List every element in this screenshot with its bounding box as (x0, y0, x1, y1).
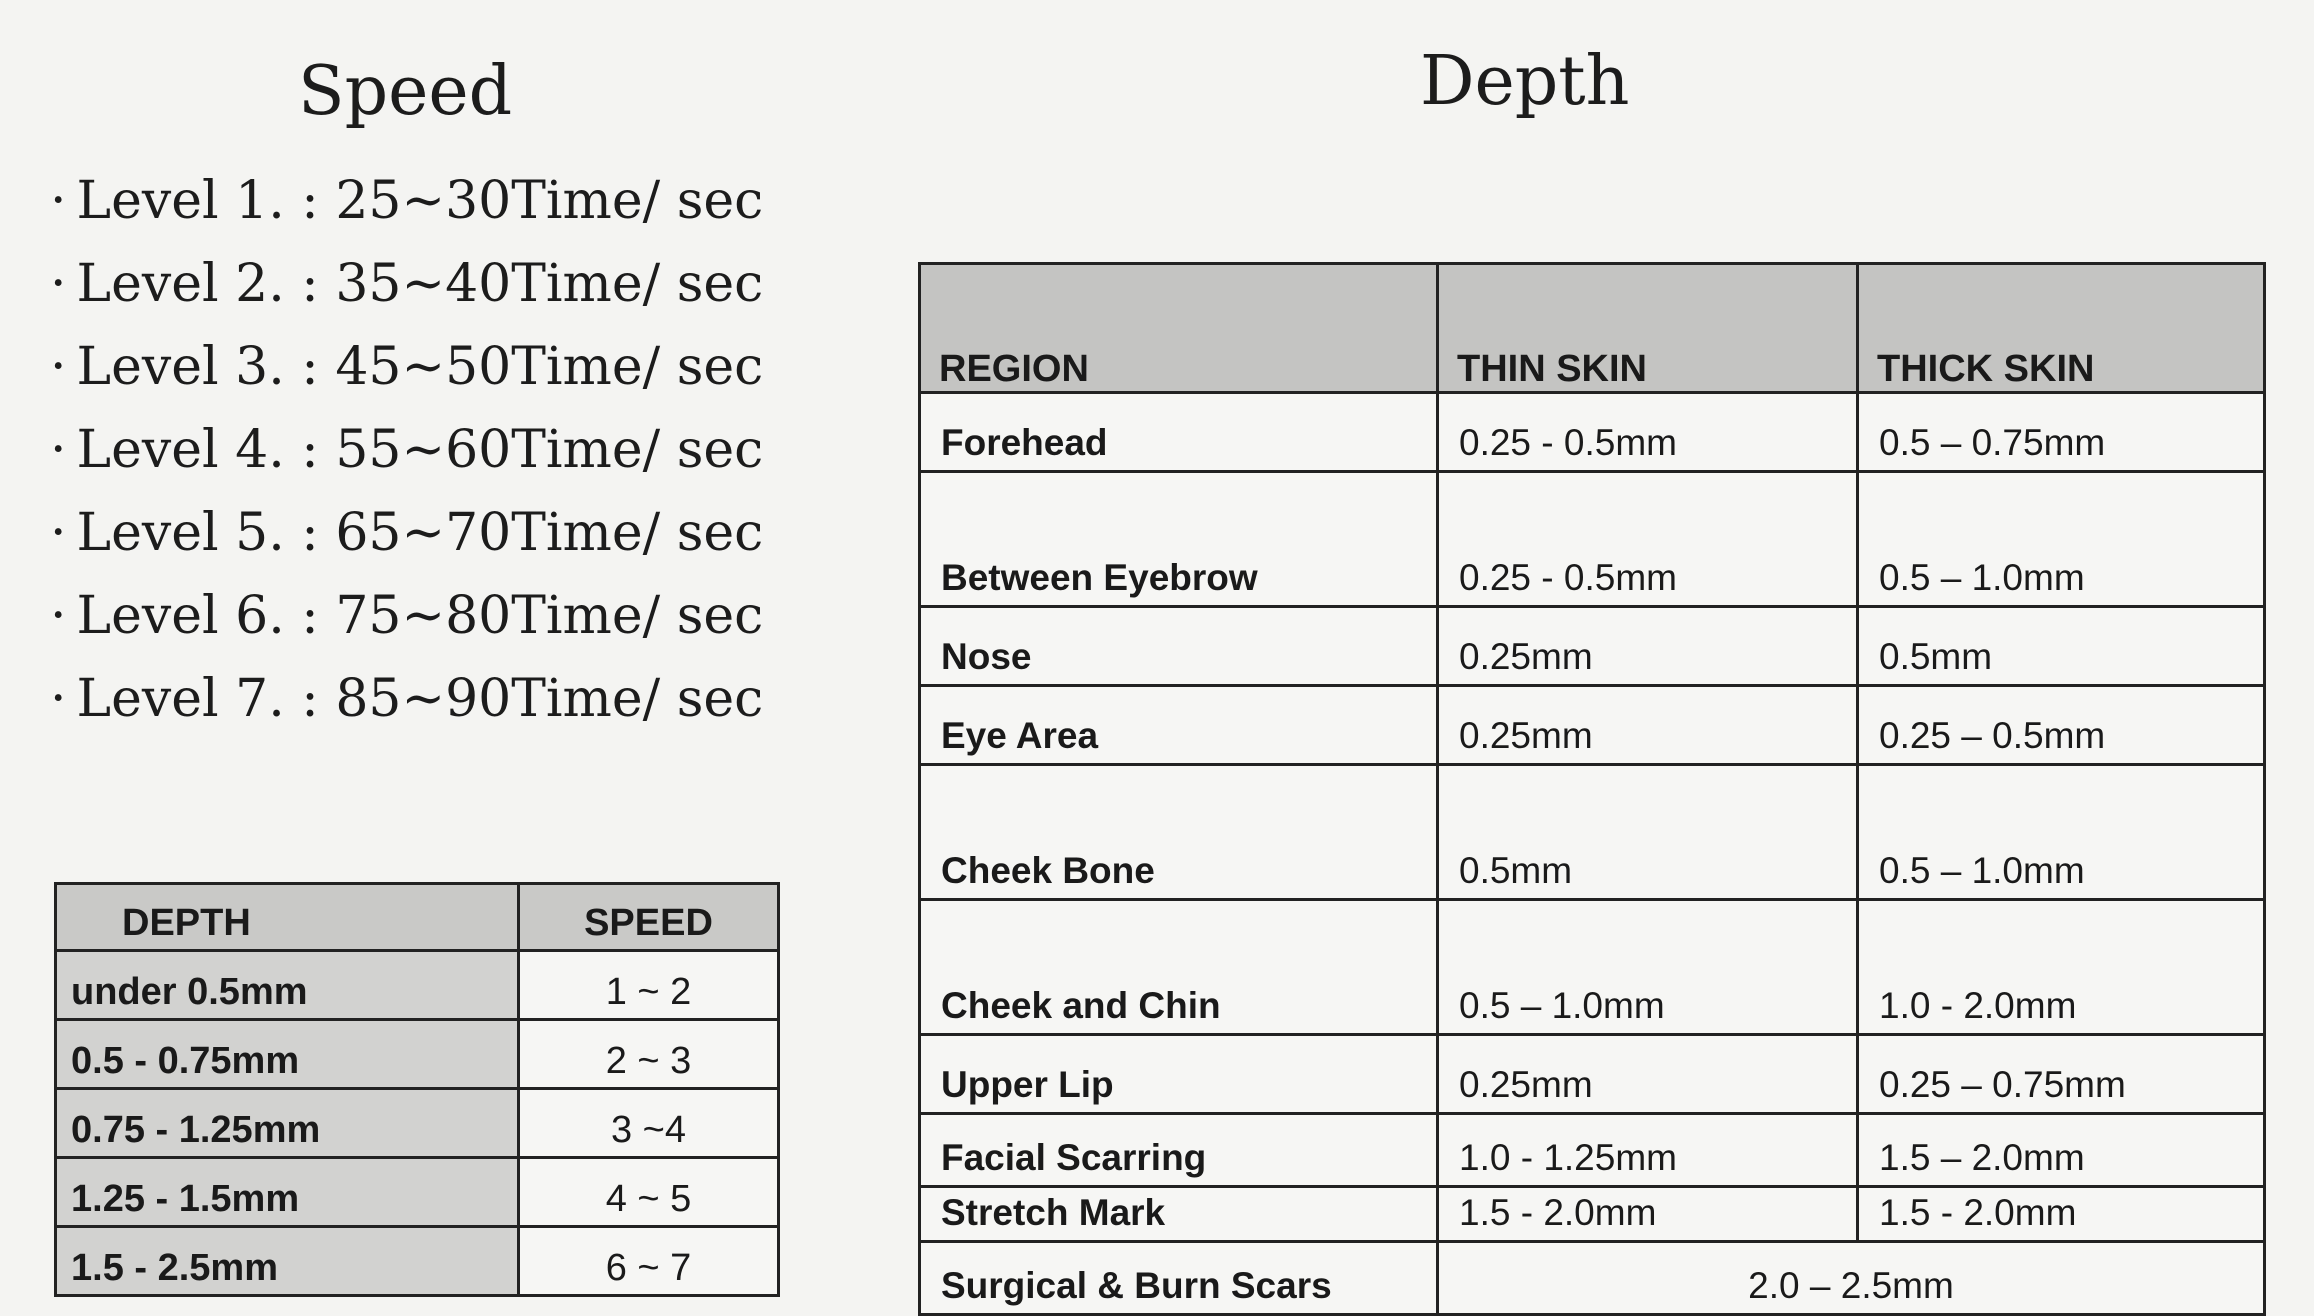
speed-cell: 2 ~ 3 (519, 1020, 779, 1089)
bullet: · (50, 337, 67, 397)
speed-level-text: Level 2. : 35~40Time/ sec (76, 254, 764, 314)
thick-skin-cell: 0.25 – 0.75mm (1858, 1035, 2265, 1114)
table-row (920, 1035, 2265, 1114)
speed-level-item (50, 492, 763, 575)
bullet: · (50, 254, 67, 314)
thick-skin-cell: 0.25 – 0.5mm (1858, 686, 2265, 765)
depth-speed-table (54, 882, 780, 1297)
thick-skin-cell: 0.5 – 0.75mm (1858, 393, 2265, 472)
thin-skin-cell: 1.0 - 1.25mm (1438, 1114, 1858, 1187)
region-cell: Between Eyebrow (920, 472, 1438, 607)
region-cell: Cheek Bone (920, 765, 1438, 900)
speed-level-item (50, 326, 763, 409)
thick-skin-cell: 1.5 – 2.0mm (1858, 1114, 2265, 1187)
column-header-thick-skin: THICK SKIN (1858, 264, 2265, 393)
bullet: · (50, 586, 67, 646)
speed-cell: 6 ~ 7 (519, 1227, 779, 1296)
thin-skin-cell: 0.25 - 0.5mm (1438, 472, 1858, 607)
thin-skin-cell: 0.5mm (1438, 765, 1858, 900)
table-row (56, 1020, 779, 1089)
table-row (920, 686, 2265, 765)
column-header-region: REGION (920, 264, 1438, 393)
speed-level-text: Level 5. : 65~70Time/ sec (76, 503, 764, 563)
column-header-depth: DEPTH (56, 884, 519, 951)
column-header-thin-skin: THIN SKIN (1438, 264, 1858, 393)
speed-cell: 3 ~4 (519, 1089, 779, 1158)
depth-cell: 1.25 - 1.5mm (56, 1158, 519, 1227)
speed-level-item (50, 160, 763, 243)
table-row (920, 607, 2265, 686)
thin-skin-cell: 0.25 - 0.5mm (1438, 393, 1858, 472)
speed-cell: 1 ~ 2 (519, 951, 779, 1020)
speed-level-item (50, 575, 763, 658)
table-row (56, 1089, 779, 1158)
thick-skin-cell: 0.5 – 1.0mm (1858, 765, 2265, 900)
bullet: · (50, 669, 67, 729)
bullet: · (50, 171, 67, 231)
table-row (920, 1242, 2265, 1315)
thick-skin-cell: 1.0 - 2.0mm (1858, 900, 2265, 1035)
bullet: · (50, 503, 67, 563)
speed-level-text: Level 3. : 45~50Time/ sec (76, 337, 764, 397)
depth-cell: 0.75 - 1.25mm (56, 1089, 519, 1158)
speed-level-text: Level 7. : 85~90Time/ sec (76, 669, 764, 729)
speed-cell: 4 ~ 5 (519, 1158, 779, 1227)
table-header-row (56, 884, 779, 951)
thick-skin-cell: 1.5 - 2.0mm (1858, 1187, 2265, 1242)
region-cell: Upper Lip (920, 1035, 1438, 1114)
table-row (920, 472, 2265, 607)
region-cell: Forehead (920, 393, 1438, 472)
thin-skin-cell: 1.5 - 2.0mm (1438, 1187, 1858, 1242)
region-cell: Eye Area (920, 686, 1438, 765)
depth-cell: under 0.5mm (56, 951, 519, 1020)
speed-level-list (50, 160, 763, 741)
depth-title: Depth (1420, 42, 1630, 121)
region-cell: Nose (920, 607, 1438, 686)
thin-skin-cell: 0.25mm (1438, 1035, 1858, 1114)
thick-skin-cell: 0.5mm (1858, 607, 2265, 686)
speed-level-text: Level 4. : 55~60Time/ sec (76, 420, 764, 480)
depth-cell: 1.5 - 2.5mm (56, 1227, 519, 1296)
table-row (920, 1187, 2265, 1242)
table-row (920, 765, 2265, 900)
thin-skin-cell: 0.25mm (1438, 607, 1858, 686)
table-row (56, 1158, 779, 1227)
speed-level-item (50, 409, 763, 492)
table-row (920, 900, 2265, 1035)
region-cell: Cheek and Chin (920, 900, 1438, 1035)
table-row (920, 1114, 2265, 1187)
depth-cell: 0.5 - 0.75mm (56, 1020, 519, 1089)
column-header-speed: SPEED (519, 884, 779, 951)
speed-level-text: Level 1. : 25~30Time/ sec (76, 171, 764, 231)
thick-skin-cell: 0.5 – 1.0mm (1858, 472, 2265, 607)
merged-depth-cell: 2.0 – 2.5mm (1438, 1242, 2265, 1315)
thin-skin-cell: 0.5 – 1.0mm (1438, 900, 1858, 1035)
thin-skin-cell: 0.25mm (1438, 686, 1858, 765)
region-cell: Surgical & Burn Scars (920, 1242, 1438, 1315)
table-row (56, 951, 779, 1020)
speed-level-text: Level 6. : 75~80Time/ sec (76, 586, 764, 646)
region-depth-table (918, 262, 2266, 1316)
speed-title: Speed (298, 52, 513, 131)
bullet: · (50, 420, 67, 480)
table-row (56, 1227, 779, 1296)
region-cell: Facial Scarring (920, 1114, 1438, 1187)
speed-level-item (50, 658, 763, 741)
speed-level-item (50, 243, 763, 326)
table-row (920, 393, 2265, 472)
region-cell: Stretch Mark (920, 1187, 1438, 1242)
table-header-row (920, 264, 2265, 393)
